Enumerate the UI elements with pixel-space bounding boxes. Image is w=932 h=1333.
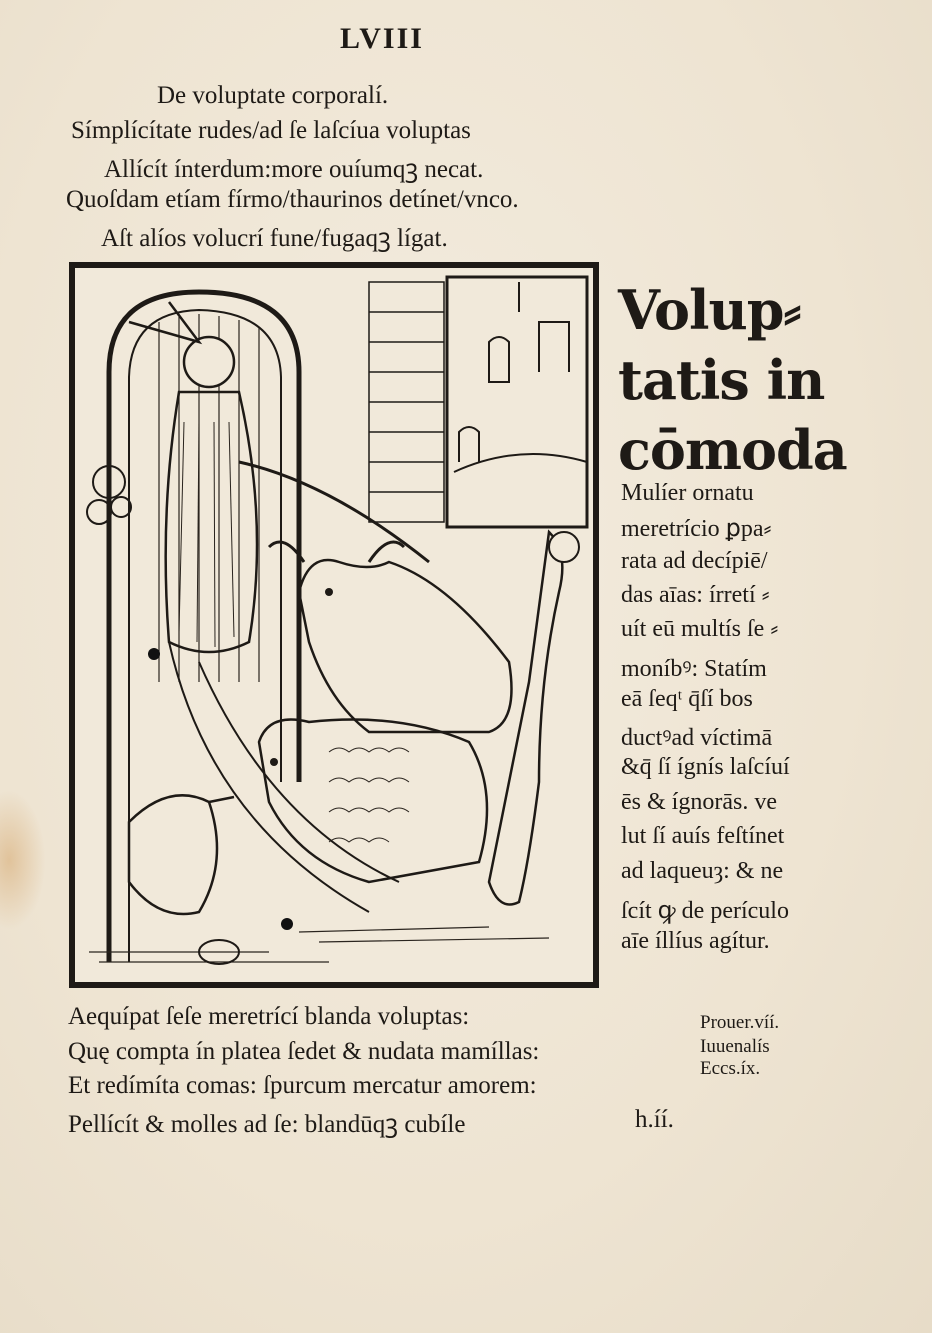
- commentary-line: das aīas: írretí ⸗: [621, 582, 770, 608]
- gothic-title-line: Volup⸗: [618, 278, 801, 342]
- verse-line: Aſt alíos volucrí fune/fugaqꝫ lígat.: [101, 225, 448, 252]
- margin-reference: Iuuenalís: [700, 1036, 770, 1057]
- commentary-line: aīe íllíus agítur.: [621, 928, 770, 954]
- commentary-line: Mulíer ornatu: [621, 480, 754, 506]
- commentary-line: ad laqueuȝ: & ne: [621, 858, 784, 884]
- commentary-line: moníbꝰ: Statím: [621, 656, 767, 682]
- commentary-line: ēs & ígnorās. ve: [621, 789, 777, 815]
- verse-line: Símplícítate rudes/ad ſe laſcíua voluptas: [71, 117, 471, 144]
- commentary-line: ſcít ꝙ de perículo: [621, 898, 789, 924]
- commentary-line: meretrício ꝑpa⸗: [621, 516, 772, 542]
- margin-reference: Prouer.víí.: [700, 1012, 780, 1033]
- verse-line: Aequípat ſeſe meretrící blanda voluptas:: [68, 1003, 470, 1030]
- margin-reference: Eccs.íx.: [700, 1058, 761, 1079]
- commentary-line: eā ſeqᵗ q̄ſí bos: [621, 686, 753, 712]
- verse-heading: De voluptate corporalí.: [157, 82, 389, 109]
- verse-line: Et redímíta comas: ſpurcum mercatur amorem:: [68, 1072, 537, 1099]
- gothic-title-line: tatis in: [618, 348, 825, 412]
- signature-mark: h.íí.: [635, 1106, 674, 1133]
- verse-line: Quoſdam etíam fírmo/thaurinos detínet/vnco.: [66, 186, 519, 213]
- verse-line: Pellícít & molles ad ſe: blandūqꝫ cubíle: [68, 1111, 466, 1138]
- commentary-line: lut ſí auís feſtínet: [621, 823, 785, 849]
- woodcut-illustration-icon: [69, 262, 599, 988]
- gothic-title-line: cōmoda: [618, 418, 847, 482]
- verse-line: Quę compta ín platea ſedet & nudata mamíllas:: [68, 1038, 540, 1065]
- verse-line: Allícít ínterdum:more ouíumqꝫ necat.: [104, 156, 484, 183]
- commentary-line: ductꝰad víctimā: [621, 725, 773, 751]
- folio-number: LVIII: [340, 22, 424, 55]
- commentary-line: &q̄ ſí ígnís laſcíuí: [621, 754, 790, 780]
- commentary-line: rata ad decípiē/: [621, 548, 768, 574]
- paper-stain: [0, 790, 46, 930]
- commentary-line: uít eū multís ſe ⸗: [621, 616, 779, 642]
